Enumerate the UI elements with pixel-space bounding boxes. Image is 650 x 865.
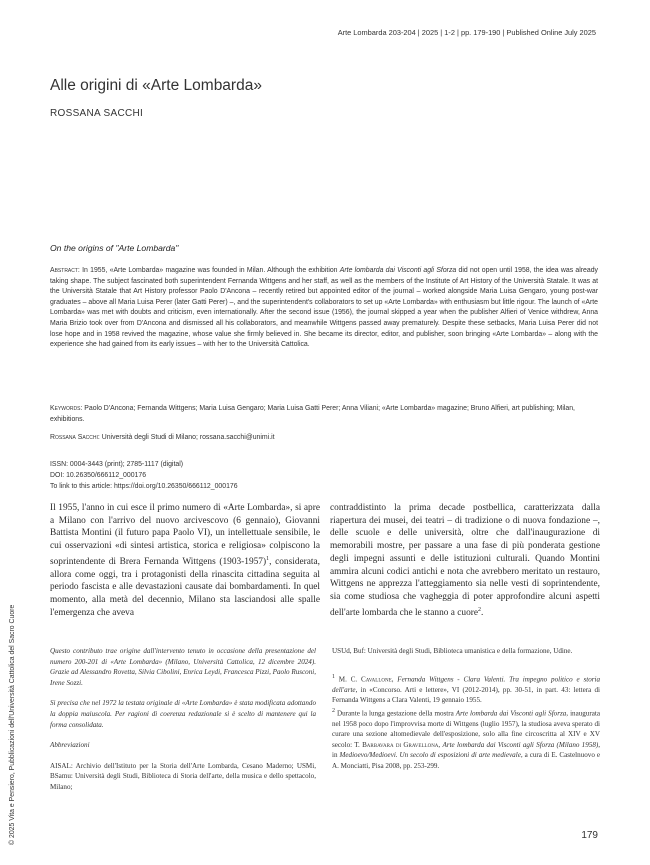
footnote-2-text-a: Durante la lunga gestazione della mostra (335, 709, 456, 718)
footnote-2-title: Arte lombarda dai Visconti agli Sforza (455, 709, 567, 718)
affiliation-label: Rossana Sacchi: (50, 434, 100, 441)
body-left-text-1: Il 1955, l'anno in cui esce il primo numero di «Arte Lombarda», si apre a Milano con l'arrivo del nuovo arcivescovo (6 gennaio), Giovanni Battista Montini (il futuro papa Paolo VI), un intellettuale sensibile, le cui osservazioni «di sintesi artistica, storica e religiosa» colpiscono la soprintendente di Brera Fernanda Wittgens (1903-1957) (50, 503, 320, 567)
article-metadata (50, 460, 238, 492)
abbreviations-continued: USUd, Buf: Università degli Studi, Biblioteca umanistica e della formazione, Udine. (332, 647, 573, 655)
body-right-end: . (481, 607, 484, 618)
issn: ISSN: 0004-3443 (print); 2785-1117 (digital) (50, 461, 184, 468)
doi: DOI: 10.26350/666112_000176 (50, 471, 147, 479)
keywords (50, 404, 598, 425)
keywords-text: Paolo D'Ancona; Fernanda Wittgens; Maria Luisa Gengaro; Maria Luisa Gatti Perer; Anna Viliani; «Arte Lombarda» magazine; Bruno Alfieri, art publishing; Milan, exhibitions. (50, 405, 575, 423)
footnote-2-text-c: , (438, 740, 443, 749)
notes-left-column (50, 646, 316, 803)
keywords-label: Keywords: (50, 405, 83, 412)
footnote-2-text-e: , a cura di E. Castelnuovo e A. Monciatti, Pisa 2008, pp. 253-299. (332, 751, 600, 771)
footnote-1-text-b: , (391, 674, 398, 683)
notes-right-column (332, 646, 600, 772)
footnote-ref-1[interactable]: 1 (266, 555, 270, 562)
footnote-2-text-b: , inaugurata nel 1958 poco dopo l'improvvisa morte di Wittgens (luglio 1957), la studiosa aveva sperato di curare una sezione altomedievale dell'esposizione, solo alla fine circoscritta al XIV e XV secolo: T. (332, 709, 601, 749)
english-title: On the origins of "Arte Lombarda" (50, 243, 179, 253)
footnote-1-text-a: M. C. (335, 674, 362, 683)
footnote-ref-2[interactable]: 2 (478, 606, 481, 613)
running-head: Arte Lombarda 203-204 | 2025 | 1-2 | pp. 179-190 | Published Online July 2025 (337, 28, 596, 37)
footnote-2-number: 2 (332, 707, 335, 714)
body-right-text: contraddistinto la prima decade postbellica, caratterizzata dalla riapertura dei musei, dei teatri – di tradizione o di nuova fondazione –, delle scuole e delle università, oltre che dall'inaugurazione di memorabili mostre, per passare a una fase di più ponderata gestione degli impegni assunti e delle istituzioni culturali. Quando Montini ammira alcuni codici antichi e nota che avrebbero meritato un restauro, Wittgens ne apprezza l'atteggiamento sia nelle vesti di soprintendente, sia come studiosa che vagheggia di poter approfondire alcuni aspetti dell'arte lombarda che le stanno a cuore (330, 503, 600, 618)
title-note: Si precisa che nel 1972 la testata originale di «Arte Lombarda» è stata modificata adottando la doppia maiuscola. Per ragioni di coerenza redazionale si è scelto di mantenere qui la forma consolidata. (50, 699, 316, 729)
abstract-text-1: In 1955, «Arte Lombarda» magazine was founded in Milan. Although the exhibition (79, 267, 340, 274)
page-number: 179 (581, 830, 598, 841)
footnote-2-title-3: Medioevo/Medioevi. Un secolo di esposizioni di arte medievale (339, 751, 521, 760)
footnote-1-number: 1 (332, 673, 335, 680)
footnote-1-text-c: , in «Concorso. Arti e lettere», VI (2012-2014), pp. 30-51, in part. 43: lettera di Fernanda Wittgens a Clara Valenti, 19 gennaio 1955. (332, 685, 600, 705)
article-title: Alle origini di «Arte Lombarda» (50, 77, 262, 94)
footnote-1 (332, 672, 600, 706)
author-affiliation (50, 434, 275, 441)
footnote-2-title-2: Arte lombarda dai Visconti agli Sforza (Milano 1958) (442, 740, 599, 749)
body-column-right (330, 502, 600, 619)
footnote-2-text-d: , in (332, 740, 601, 760)
footnote-2-author: Barbavara di Gravellona (362, 740, 439, 749)
copyright-sidebar: © 2025 Vita e Pensiero, Pubblicazioni dell'Università Cattolica del Sacro Cuore (9, 604, 16, 845)
abbreviations-list: AISAL: Archivio dell'Istituto per la Storia dell'Arte Lombarda, Cesano Maderno; USMi, BSamu: Università degli Studi, Biblioteca di Storia dell'arte, della musica e dello spettacolo, Milano; (50, 761, 316, 791)
abstract (50, 266, 598, 351)
acknowledgement-note: Questo contributo trae origine dall'intervento tenuto in occasione della presentazione del numero 200-201 di «Arte Lombarda» (Milano, Università Cattolica, 12 dicembre 2024). Grazie ad Alessandro Rovetta, Silvia Cibolini, Enrica Leydi, Francesca Pizzi, Paolo Rusconi, Irene Sozzi. (50, 647, 316, 687)
abbreviations-heading: Abbreviazioni (50, 741, 90, 750)
article-link[interactable]: To link to this article: https://doi.org/10.26350/666112_000176 (50, 482, 238, 490)
footnote-2 (332, 706, 600, 772)
body-left-text-2: , considerata, allora come oggi, tra i protagonisti della rinascita cittadina seguita al periodo fascista e alle devastazioni causate dai bombardamenti. In quel momento, alla metà del decennio, Milano sta lasciandosi alle spalle l'emergenza che aveva (50, 556, 320, 618)
footnote-1-title: Fernanda Wittgens - Clara Valenti. Tra impegno politico e storia dell'arte (332, 674, 601, 694)
article-author: ROSSANA SACCHI (50, 108, 144, 119)
affiliation-text: Università degli Studi di Milano; rossana.sacchi@unimi.it (99, 434, 275, 441)
abstract-exhibition-title: Arte lombarda dai Visconti agli Sforza (339, 267, 457, 274)
footnote-1-author: Cavallone (361, 674, 392, 683)
body-column-left (50, 502, 320, 619)
abstract-text-2: did not open until 1958, the idea was already taking shape. The subject fascinated both superintendent Fernanda Wittgens and her staff, as well as the members of the Institute of Art History of the Università Statale. It was at the Università Statale that Art History professor Paolo D'Ancona – recently retired but appointed editor of the journal – worked alongside Maria Luisa Gengaro, young post-war graduates – above all Maria Luisa Perer (later Gatti Perer) –, and the superintendent's collaborators to set up «Arte Lombarda» with enthusiasm but little rigour. The launch of «Arte Lombarda» was met with doubts and criticism, even internationally. After the second issue (1956), the journal skipped a year when the publisher Alfieri of Venice withdrew, Anna Maria Brizio took over from D'Ancona and dismissed all his collaborators, and meanwhile Wittgens passed away prematurely. Despite these setbacks, Maria Luisa Perer did not lose hope and in 1958 revived the magazine, whose value she firmly believed in. She became its director, editor, and publisher, soon bringing «Arte Lombarda» – along with the experience she had gained from its early issues – with her to the Università Cattolica. (50, 267, 598, 349)
abstract-label: Abstract: (50, 267, 80, 274)
